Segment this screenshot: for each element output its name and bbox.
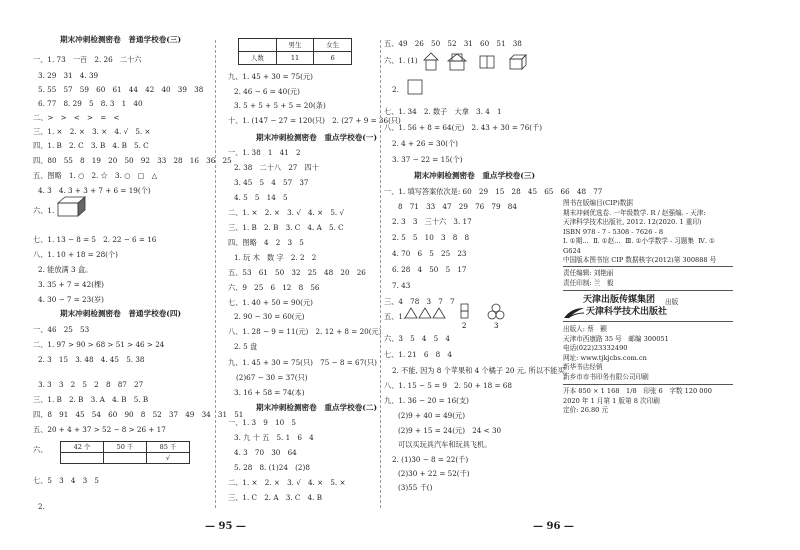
answer-line: 1. 玩 木 数 字 2. 2 2 (234, 253, 317, 262)
table-cell: 42 个 (61, 442, 104, 453)
publisher-name: 天津科学技术出版社 (586, 307, 668, 317)
answer-line: 3. 45 5 4 57 37 (234, 178, 309, 187)
answer-line: 九、1. 45 + 30 = 75(只) 75 − 8 = 67(只) (228, 358, 377, 367)
table-cell: 50 千 (104, 442, 147, 453)
answer-line: 一、1. 38 1 41 2 (228, 148, 301, 157)
answer-line: 三、1. × 2. × 3. × 4. √ 5. × (33, 127, 151, 136)
cip-line: 天津科学技术出版社, 2012. 12(2020. 1 重印) (563, 218, 702, 226)
cube-drawing-icon (57, 196, 87, 218)
three-view-shapes-icon (422, 50, 542, 74)
answer-line: 二、> > < > = < (33, 113, 120, 122)
answer-line: 4. 3 70 30 64 (234, 448, 297, 457)
table-header-cell: 女生 (314, 39, 352, 52)
answer-line: 2. 46 − 6 = 40(元) (234, 87, 300, 96)
answer-line: 七、1. 40 + 50 = 90(元) (228, 298, 313, 307)
answer-line: 2. (392, 85, 399, 94)
answer-line: 3. 5 + 5 + 5 + 5 = 20(条) (234, 101, 326, 110)
answer-line: 一、1. 73 一百 2. 26 二十六 (33, 55, 142, 64)
square-drawing-icon (406, 78, 424, 96)
answer-line: 6. 28 4 50 5 17 (392, 265, 467, 274)
cip-line: 中国版本图书馆 CIP 数据核字(2012)第 300888 号 (563, 256, 717, 264)
answer-line: (2)67 − 30 = 37(只) (236, 373, 308, 382)
answer-line: 八、1. 56 + 8 = 64(元) 2. 43 + 30 = 76(千) (384, 123, 543, 132)
cip-line: Ⅰ. ①期… Ⅱ. ①赵… Ⅲ. ①小学数学 - 习题集 Ⅳ. ① (563, 237, 715, 245)
answer-line: 四、80 55 8 19 20 50 92 33 28 16 36 25 (33, 156, 232, 165)
answer-line: 2. (1)30 − 8 = 22(千) (392, 455, 469, 464)
answer-line: 7. 43 (392, 281, 411, 290)
imprint-line: 新乡市市书印务有限公司印刷 (563, 373, 649, 381)
answer-line: 8 71 33 47 29 76 79 84 (398, 202, 517, 211)
publisher-logo-icon (563, 306, 585, 320)
answer-line: 七、5 3 4 3 5 (33, 476, 99, 485)
answer-line: 八、1. 15 − 5 = 9 2. 50 + 18 = 68 (384, 381, 512, 390)
table-cell: 85 千 (147, 442, 190, 453)
section-title: 期末冲刺检测密卷 普通学校卷(三) (60, 35, 182, 44)
answer-line: 二、1. × 2. × 3. √ 4. × 5. × (228, 478, 346, 487)
answer-line: 八、1. 10 + 18 = 28(个) (33, 250, 118, 259)
answer-line: 4. 30 − 7 = 23(岁) (38, 295, 104, 304)
imprint-line: 出版人: 蔡 颢 (563, 325, 607, 333)
answer-line: 五、20 + 4 + 37 > 52 − 8 > 26 + 17 (33, 425, 166, 434)
answer-line: 3. 16 + 58 = 74(本) (234, 388, 305, 397)
svg-text:2: 2 (462, 322, 467, 330)
check-mark: √ (147, 453, 190, 464)
answer-line: 5. 28 8. (1)24 (2)8 (234, 463, 310, 472)
answer-line: 一、46 25 53 (33, 325, 90, 334)
cip-heading: 图书在版编目(CIP)数据 (563, 199, 633, 207)
cip-line: ISBN 978 - 7 - 5308 - 7626 - 8 (563, 228, 664, 236)
page-number-right: — 96 — (533, 521, 574, 532)
answer-line: 六、1. (1) (384, 56, 418, 65)
answer-line: 九、1. 36 − 20 = 16(支) (384, 396, 469, 405)
answer-line: 4. 5 5 14 5 (234, 193, 288, 202)
answer-line: (3)55 千() (398, 483, 433, 492)
imprint-line: 电话(022)23332490 (563, 344, 628, 352)
answer-line: 一、1. 填写答案依次是: 60 29 15 28 45 65 66 48 77 (384, 187, 603, 196)
table-cell: 6 (314, 52, 352, 65)
student-count-table (238, 38, 352, 65)
editor-line: 责任印制: 兰 毅 (563, 279, 614, 287)
answer-line: 五、53 61 50 32 25 48 20 26 (228, 268, 366, 277)
answer-line: 2. 5 盘 (234, 342, 258, 351)
table-header-cell (239, 39, 277, 52)
answer-line: (2)9 + 40 = 49(元) (398, 411, 466, 420)
table-header-cell: 男生 (276, 39, 314, 52)
editor-line: 责任编辑: 刘艳丽 (563, 269, 614, 277)
answer-line: 三、1. B 2. B 3. A 4. B 5. B (33, 395, 149, 404)
answer-line: 2. (38, 502, 45, 511)
answer-line: 2. 能放满 3 盒。 (38, 265, 93, 274)
answer-line: 三、4 78 3 7 7 (384, 297, 455, 306)
answer-line: 五、1. (384, 312, 406, 321)
answer-line: 二、1. × 2. × 3. √ 4. × 5. √ (228, 208, 345, 217)
imprint-line: 新华书店经销 (563, 363, 603, 371)
answer-line: 3. 29 31 4. 39 (38, 71, 99, 80)
answer-line: 十、1. (147 − 27 = 120(只) 2. (27 + 9 = 36(只) (228, 116, 401, 125)
table-cell: 人数 (239, 52, 277, 65)
answer-line: 三、1. B 2. B 3. C 4. A 5. C (228, 223, 344, 232)
answer-line: 五、49 26 50 52 31 60 51 38 (384, 39, 522, 48)
answer-line: (2)9 + 15 = 24(元) 24 < 30 (398, 426, 502, 435)
publish-label: 出版 (665, 298, 679, 306)
answer-line: 四、1. B 2. C 3. B 4. B 5. C (33, 141, 149, 150)
answer-line: 三、1. C 2. A 3. C 4. B (228, 493, 322, 502)
answer-line: 4. 3 4. 3 + 3 + 7 + 6 = 19(个) (38, 186, 151, 195)
imprint-line: 开本 850 × 1 168 1/8 印张 6 字数 120 000 (563, 387, 712, 395)
answer-line: 四、图略 4 2 3 5 (228, 238, 304, 247)
fold-line (380, 40, 381, 508)
svg-text:3: 3 (494, 322, 499, 330)
section-title: 期末冲刺检测密卷 重点学校卷(三) (414, 171, 536, 180)
answer-line: 可以买玩具汽车和玩具飞机。 (398, 440, 492, 449)
answer-line: 4. 70 6 5 25 23 (392, 249, 467, 258)
answer-line: 六、1. (33, 206, 55, 215)
answer-line: 九、1. 45 + 30 = 75(元) (228, 72, 313, 81)
shape-sequence-icon (404, 300, 510, 330)
publisher-group: 天津出版传媒集团 (583, 295, 656, 305)
answer-line: 3. 九 十 五 5. 1 6 4 (234, 433, 314, 442)
answer-line: 一、1. 3 9 10 5 (228, 418, 296, 427)
answer-line: 2. 90 − 30 = 60(元) (234, 312, 305, 321)
answer-line: 2. 4 + 26 = 30(个) (392, 139, 458, 148)
price-line: 定价: 26.80 元 (563, 406, 609, 414)
section-title: 期末冲刺检测密卷 普通学校卷(四) (60, 309, 182, 318)
cip-line: G624 (563, 247, 581, 255)
answer-line: 六、9 25 6 12 8 56 (228, 283, 320, 292)
answer-line: 5. 55 57 59 60 61 44 42 40 39 38 (38, 85, 204, 94)
imprint-line: 2020 年 1 月第 1 版第 8 次印刷 (563, 397, 660, 405)
answer-line: 四、8 91 45 54 60 90 8 52 37 49 34 31 51 (33, 410, 244, 419)
answer-line: (2)30 + 22 = 52(千) (398, 469, 470, 478)
section-title: 期末冲刺检测密卷 重点学校卷(一) (256, 133, 378, 142)
column-1 (30, 0, 244, 550)
answer-line: 2. 38 二十八 27 四十 (234, 163, 319, 172)
table-cell: 11 (276, 52, 314, 65)
section-title: 期末冲刺检测密卷 重点学校卷(二) (256, 403, 378, 412)
answer-line: 2. 不能, 因为 8 个苹果和 4 个橘子 20 元, 所以不能买。 (392, 366, 572, 375)
imprint-line: 天津市西康路 35 号 邮编 300051 (563, 335, 669, 343)
answer-line: 3. 3 3 2 5 2 8 87 27 (38, 380, 144, 389)
answer-line: 二、1. 97 > 90 > 68 > 51 > 46 > 24 (33, 340, 165, 349)
cip-line: 期末冲刺优选卷. 一年级数学. R / 赵强编. - 天津: (563, 209, 706, 217)
answer-line: 七、1. 34 2. 数子 大拿 3. 4 1 (384, 107, 502, 116)
answer-line: 五、图略 1. ○ 2. ☆ 3. ○ □ △ (33, 171, 158, 180)
answer-line: 2. 3 15 3. 48 4. 45 5. 38 (38, 355, 145, 364)
answer-line: 八、1. 28 − 9 = 11(元) 2. 12 + 8 = 20(元) (228, 327, 382, 336)
answer-line: 六、3 5 4 5 4 (384, 334, 450, 343)
answer-line: 2. 5 5 10 3 8 8 (392, 233, 470, 242)
answer-line: 6. 77 8. 29 5 8. 3 1 40 (38, 99, 143, 108)
answer-line: 七、1. 13 − 8 = 5 2. 22 − 6 = 16 (33, 235, 157, 244)
page-number-left: — 95 — (205, 521, 246, 532)
fold-line (215, 40, 216, 508)
imprint-line: 网址: www.tjkjcbs.com.cn (563, 354, 647, 362)
answer-line: 六、 (33, 445, 48, 454)
answer-line: 3. 35 + 7 = 42(棵) (38, 280, 104, 289)
answer-table (60, 441, 190, 464)
answer-line: 2. 3 3 三十六 3. 17 (392, 217, 472, 226)
answer-line: 七、1. 21 6 8 4 (384, 350, 452, 359)
answer-line: 3. 37 − 22 = 15(个) (392, 155, 463, 164)
